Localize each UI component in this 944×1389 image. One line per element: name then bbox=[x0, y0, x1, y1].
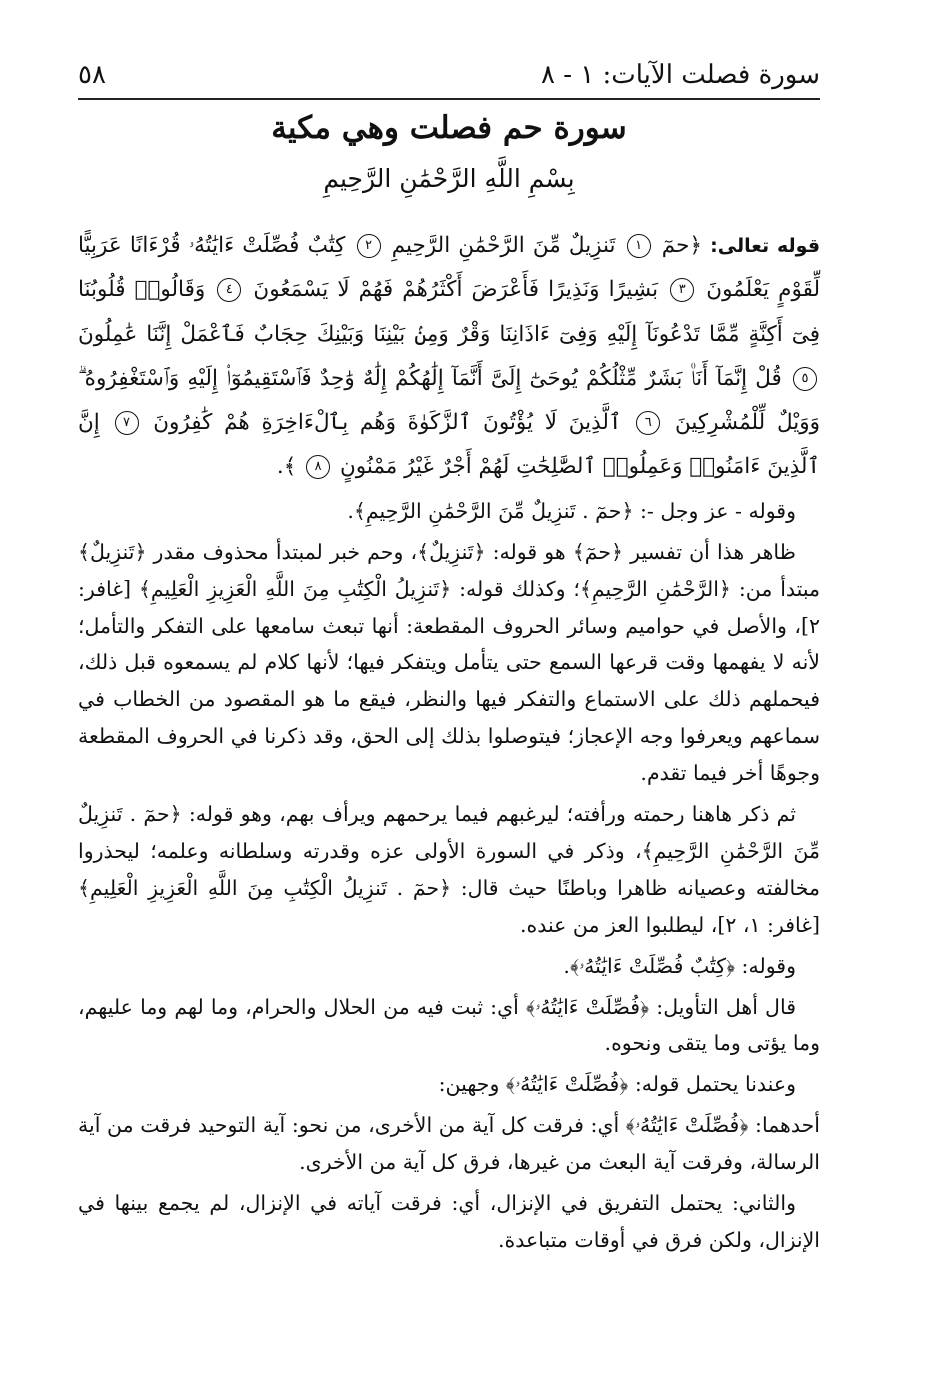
ayah-number: ٢ bbox=[357, 234, 381, 258]
commentary-paragraph: والثاني: يحتمل التفريق في الإنزال، أي: فرقت آياته في الإنزال، لم يجمع بينها في الإنزال، ولكن فرق في أوقات متباعدة. bbox=[78, 1191, 820, 1252]
commentary-paragraph: وقوله: ﴿كِتَٰبٌ فُصِّلَتْ ءَايَٰتُهُۥ﴾. bbox=[563, 953, 796, 978]
ayah-number: ٦ bbox=[636, 411, 660, 435]
ayah-text: قُلْ إِنَّمَآ أَنَا۠ بَشَرٌ مِّثْلُكُمْ يُوحَىٰٓ إِلَىَّ أَنَّمَآ إِلَٰهُكُمْ إِلَٰهٌ وَٰحِدٌ فَٱسْتَقِيمُوٓا۟ إِلَيْهِ وَٱسْتَغْفِرُوهُ ۗ وَوَيْلٌ لِّلْمُشْرِكِينَ bbox=[78, 365, 820, 436]
ayah-number: ٣ bbox=[670, 278, 694, 302]
page-number: ٥٨ bbox=[78, 60, 106, 90]
basmala: بِسْمِ اللَّهِ الرَّحْمَٰنِ الرَّحِيمِ bbox=[323, 164, 575, 193]
ayah-text: تَنزِيلٌ مِّنَ الرَّحْمَٰنِ الرَّحِيمِ bbox=[391, 233, 616, 258]
ayah-text: ﴿حمٓ bbox=[661, 233, 702, 258]
ayah-number: ٤ bbox=[217, 278, 241, 302]
commentary-paragraph: قال أهل التأويل: ﴿فُصِّلَتْ ءَايَٰتُهُۥ﴾ أي: ثبت فيه من الحلال والحرام، وما لهم وما عليهم، وما يؤتى وما يتقى ونحوه. bbox=[78, 994, 820, 1056]
page-header bbox=[78, 52, 820, 100]
surah-title: سورة حم فصلت وهي مكية bbox=[271, 110, 627, 146]
ayah-text: ٱلَّذِينَ لَا يُؤْتُونَ ٱلزَّكَوٰةَ وَهُم بِٱلْءَاخِرَةِ هُمْ كَٰفِرُونَ bbox=[153, 410, 622, 436]
commentary-paragraph: وعندنا يحتمل قوله: ﴿فُصِّلَتْ ءَايَٰتُهُۥ﴾ وجهين: bbox=[438, 1072, 796, 1097]
commentary-paragraph: ظاهر هذا أن تفسير ﴿حمٓ﴾ هو قوله: ﴿تَنزِيلٌ﴾، وحم خبر لمبتدأ محذوف مقدر ﴿تَنزِيلٌ﴾ مبتدأ من: ﴿الرَّحْمَٰنِ الرَّحِيمِ﴾؛ وكذلك قوله: ﴿تَنزِيلُ الْكِتَٰبِ مِنَ اللَّهِ الْعَزِيزِ الْعَلِيمِ﴾ [غافر: ٢]، والأصل في حواميم وسائر الحروف المقطعة: أنها تبعث سامعها على التفكر والتأمل؛ لأنه لا يفهمها وقت قرعها السمع حتى يتأمل ويتفكر فيها؛ لأنها كلام لم يسمعوه قبل ذلك، فيحملهم ذلك على الاستماع والتفكر فيها والنظر، فيقع ما هو المقصود من الخطاب في سماعهم ويعرفوا وجه الإعجاز؛ فيتوصلوا بذلك إلى الحق، وقد ذكرنا في الحروف المقطعة وجوهًا أخر فيما تقدم. bbox=[78, 539, 820, 786]
commentary-paragraph: وقوله - عز وجل -: ﴿حمٓ . تَنزِيلٌ مِّنَ الرَّحْمَٰنِ الرَّحِيمِ﴾. bbox=[347, 498, 796, 523]
running-title: سورة فصلت الآيات: ١ - ٨ bbox=[540, 60, 820, 90]
quran-lead: قوله تعالى: bbox=[710, 235, 821, 257]
page-body bbox=[78, 224, 820, 1259]
quran-passage bbox=[78, 224, 820, 490]
ayah-text: كِتَٰبٌ فُصِّلَتْ ءَايَٰتُهُۥ قُرْءَانًا عَرَبِيًّا لِّقَوْمٍ يَعْلَمُونَ bbox=[78, 233, 820, 303]
ayah-number: ١ bbox=[627, 234, 651, 258]
ayah-text: إِنَّ ٱلَّذِينَ ءَامَنُوا۟ وَعَمِلُوا۟ ٱلصَّٰلِحَٰتِ لَهُمْ أَجْرٌ غَيْرُ مَمْنُونٍ bbox=[78, 410, 820, 480]
commentary-paragraph: أحدهما: ﴿فُصِّلَتْ ءَايَٰتُهُۥ﴾ أي: فرقت كل آية من الأخرى، من نحو: آية التوحيد فرقت من آية الرسالة، وفرقت آية البعث من غيرها، فرق كل آية من الأخرى. bbox=[78, 1113, 820, 1175]
commentary-paragraph: ثم ذكر هاهنا رحمته ورأفته؛ ليرغبهم فيما يرحمهم ويرأف بهم، وهو قوله: ﴿حمٓ . تَنزِيلٌ مِّنَ الرَّحْمَٰنِ الرَّحِيمِ﴾، وذكر في السورة الأولى عزه وقدرته وسلطانه وعلمه؛ ليحذروا مخالفته وعصيانه ظاهرا وباطنًا حيث قال: ﴿حمٓ . تَنزِيلُ الْكِتَٰبِ مِنَ اللَّهِ الْعَزِيزِ الْعَلِيمِ﴾ [غافر: ١، ٢]، ليطلبوا العز من عنده. bbox=[78, 802, 820, 937]
ayah-text: بَشِيرًا وَنَذِيرًا فَأَعْرَضَ أَكْثَرُهُمْ فَهُمْ لَا يَسْمَعُونَ bbox=[253, 277, 659, 303]
quran-closing: ﴾. bbox=[276, 454, 297, 480]
ayah-number: ٧ bbox=[115, 411, 139, 435]
ayah-number: ٥ bbox=[793, 367, 817, 391]
ayah-text: وَقَالُوا۟ قُلُوبُنَا فِىٓ أَكِنَّةٍ مِّمَّا تَدْعُونَآ إِلَيْهِ وَفِىٓ ءَاذَانِنَا وَقْرٌ وَمِنۢ بَيْنِنَا وَبَيْنِكَ حِجَابٌ فَٱعْمَلْ إِنَّنَا عَٰمِلُونَ bbox=[78, 277, 820, 347]
ayah-number: ٨ bbox=[306, 455, 330, 479]
